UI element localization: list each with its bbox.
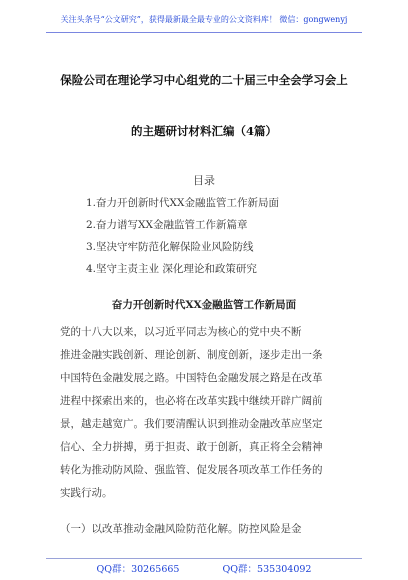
- document-title-line2: 的主题研讨材料汇编（4篇）: [130, 124, 277, 138]
- paragraph-line: （一）以改革推动金融风险防范化解。防控风险是金: [60, 523, 302, 535]
- paragraph-line: 实践行动。: [60, 487, 113, 499]
- paragraph-line: 信心、全力拼搏，勇于担责、敢于创新，真正将全会精神: [60, 441, 323, 453]
- footer: [0, 561, 408, 575]
- paragraph-1: [60, 321, 350, 505]
- header-divider: [46, 32, 362, 33]
- toc-heading: 目录: [193, 174, 215, 187]
- paragraph-line: 推进金融实践创新、理论创新、制度创新，逐步走出一条: [60, 349, 323, 361]
- toc-item: 4.坚守主责主业 深化理论和政策研究: [86, 263, 257, 275]
- toc-item: 2.奋力谱写XX金融监管工作新篇章: [86, 219, 248, 231]
- paragraph-line: 党的十八大以来，以习近平同志为核心的党中央不断: [60, 326, 302, 338]
- header-banner: 关注头条号“公文研究”，获得最新最全最专业的公文资料库！ 微信：gongwenyj: [60, 15, 348, 24]
- paragraph-line: 转化为推动防风险、强监管、促发展各项改革工作任务的: [60, 464, 323, 476]
- paragraph-2: [60, 518, 350, 541]
- paragraph-line: 进程中探索出来的，也必将在改革实践中继续开辟广阔前: [60, 395, 323, 407]
- footer-qq-group-2: QQ群：535304092: [222, 564, 312, 575]
- toc-item: 1.奋力开创新时代XX金融监管工作新局面: [86, 197, 279, 209]
- footer-divider: [46, 558, 362, 559]
- table-of-contents: [86, 195, 279, 283]
- section-title: 奋力开创新时代XX金融监管工作新局面: [111, 299, 297, 311]
- paragraph-line: 中国特色金融发展之路。中国特色金融发展之路是在改革: [60, 372, 323, 384]
- paragraph-line: 景，越走越宽广。我们要清醒认识到推动金融改革应坚定: [60, 418, 323, 430]
- toc-item: 3.坚决守牢防范化解保险业风险防线: [86, 241, 254, 253]
- footer-qq-group-1: QQ群：30265665: [96, 564, 180, 575]
- document-title-line1: 保险公司在理论学习中心组党的二十届三中全会学习会上: [60, 73, 348, 87]
